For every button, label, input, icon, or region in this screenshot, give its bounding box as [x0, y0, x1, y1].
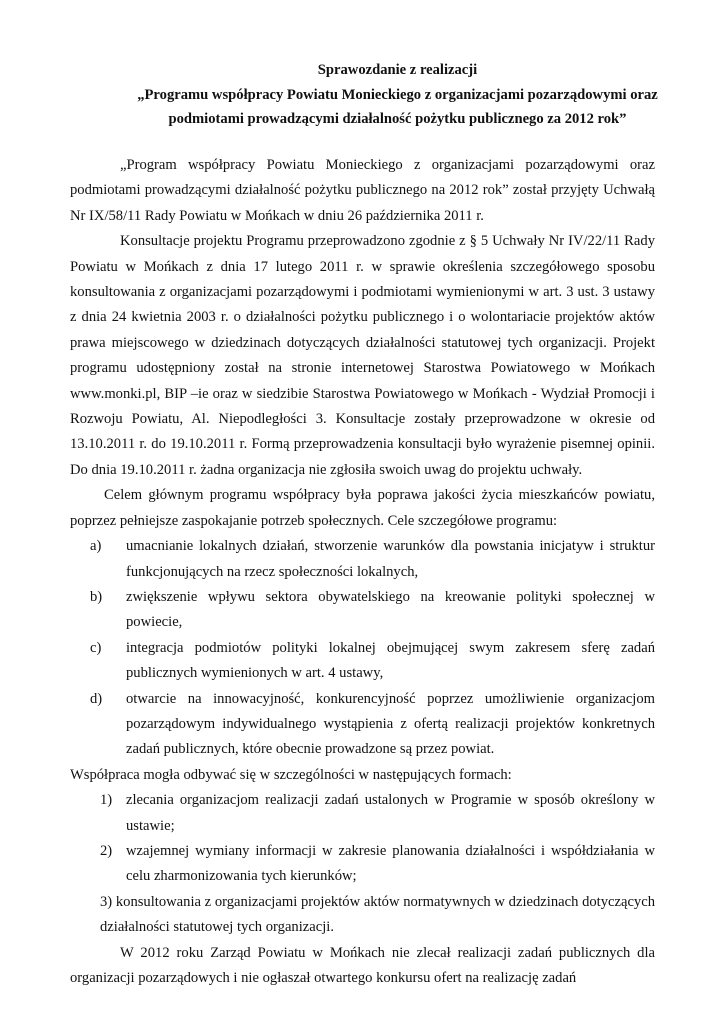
list-marker: 2) [100, 842, 113, 859]
forms-list [70, 788, 655, 940]
list-item-text: zlecania organizacjom realizacji zadań ustalonych w Programie w sposób określony w ustawie; [126, 792, 655, 834]
list-item [70, 636, 655, 687]
list-item [70, 788, 655, 839]
paragraph-main-goal: Celem głównym programu współpracy była poprawa jakości życia mieszkańców powiatu, poprzez pełniejsze zaspokajanie potrzeb społecznych. Cele szczegółowe programu: [70, 487, 655, 529]
list-marker: d) [90, 690, 103, 707]
list-item-text: zwiększenie wpływu sektora obywatelskiego na kreowanie polityki społecznej w powiecie, [126, 588, 655, 631]
list-item [70, 890, 655, 941]
list-item [70, 687, 655, 763]
list-item-text: integracja podmiotów polityki lokalnej obejmującej swym zakresem sferę zadań publicznych wymienionych w art. 4 ustawy, [126, 639, 655, 682]
paragraph-consultations: Konsultacje projektu Programu przeprowadzono zgodnie z § 5 Uchwały Nr IV/22/11 Rady Powiatu w Mońkach z dnia 17 lutego 2011 r. w sprawie określenia szczegółowego sposobu konsultowania z organizacjami pozarządowymi i podmiotami wymienionymi w art. 3 ust. 3 ustawy z dnia 24 kwietnia 2003 r. o działalności pożytku publicznego i o wolontariacie projektów aktów prawa miejscowego w dziedzinach dotyczących działalności statutowej tych organizacji. Projekt programu udostępniony został na stronie internetowej Starostwa Powiatowego w Mońkach www.monki.pl, BIP –ie oraz w siedzibie Starostwa Powiatowego w Mońkach - Wydział Promocji i Rozwoju Powiatu, Al. Niepodległości 3. Konsultacje zostały przeprowadzone w okresie od 13.10.2011 r. do 19.10.2011 r. Formą przeprowadzenia konsultacji było wyrażenie pisemnej opinii. Do dnia 19.10.2011 r. żadna organizacja nie zgłosiła swoich uwag do projektu uchwały. [70, 233, 655, 478]
paragraph-cooperation-forms: Współpraca mogła odbywać się w szczególności w następujących formach: [70, 766, 512, 783]
list-marker: b) [90, 588, 103, 605]
title-line-3: podmiotami prowadzącymi działalność pożytku publicznego za 2012 rok” [168, 111, 627, 128]
list-item-text: wzajemnej wymiany informacji w zakresie planowania działalności i współdziałania w celu zharmonizowania tych kierunków; [126, 842, 655, 885]
goals-list [70, 534, 655, 763]
title-line-1: Sprawozdanie z realizacji [317, 62, 478, 78]
paragraph-2012-summary: W 2012 roku Zarząd Powiatu w Mońkach nie zlecał realizacji zadań publicznych dla organizacji pozarządowych i nie ogłaszał otwartego konkursu ofert na realizację zadań [70, 944, 655, 986]
document-title [70, 58, 725, 132]
document-body [70, 153, 655, 991]
list-item-text: umacnianie lokalnych działań, stworzenie warunków dla powstania inicjatyw i struktur funkcjonujących na rzecz społeczności lokalnych, [126, 538, 655, 580]
list-item [70, 534, 655, 585]
list-item [70, 839, 655, 890]
paragraph-program-adoption: „Program współpracy Powiatu Monieckiego z organizacjami pozarządowymi oraz podmiotami prowadzącymi działalność pożytku publicznego na 2012 rok” został przyjęty Uchwałą Nr IX/58/11 Rady Powiatu w Mońkach w dniu 26 października 2011 r. [70, 157, 655, 224]
list-marker: c) [90, 639, 102, 656]
list-item [70, 585, 655, 636]
list-marker: a) [90, 538, 102, 555]
list-marker: 1) [100, 792, 113, 809]
title-line-2: „Programu współpracy Powiatu Monieckiego z organizacjami pozarządowymi oraz [137, 86, 658, 103]
list-item-text: otwarcie na innowacyjność, konkurencyjność poprzez umożliwienie organizacjom pozarządowym indywidualnego wystąpienia z ofertą realizacji projektów konkretnych zadań publicznych, które obecnie prowadzone są przez powiat. [126, 690, 655, 758]
list-item-text: 3) konsultowania z organizacjami projektów aktów normatywnych w dziedzinach dotyczących działalności statutowej tych organizacji. [100, 893, 655, 936]
